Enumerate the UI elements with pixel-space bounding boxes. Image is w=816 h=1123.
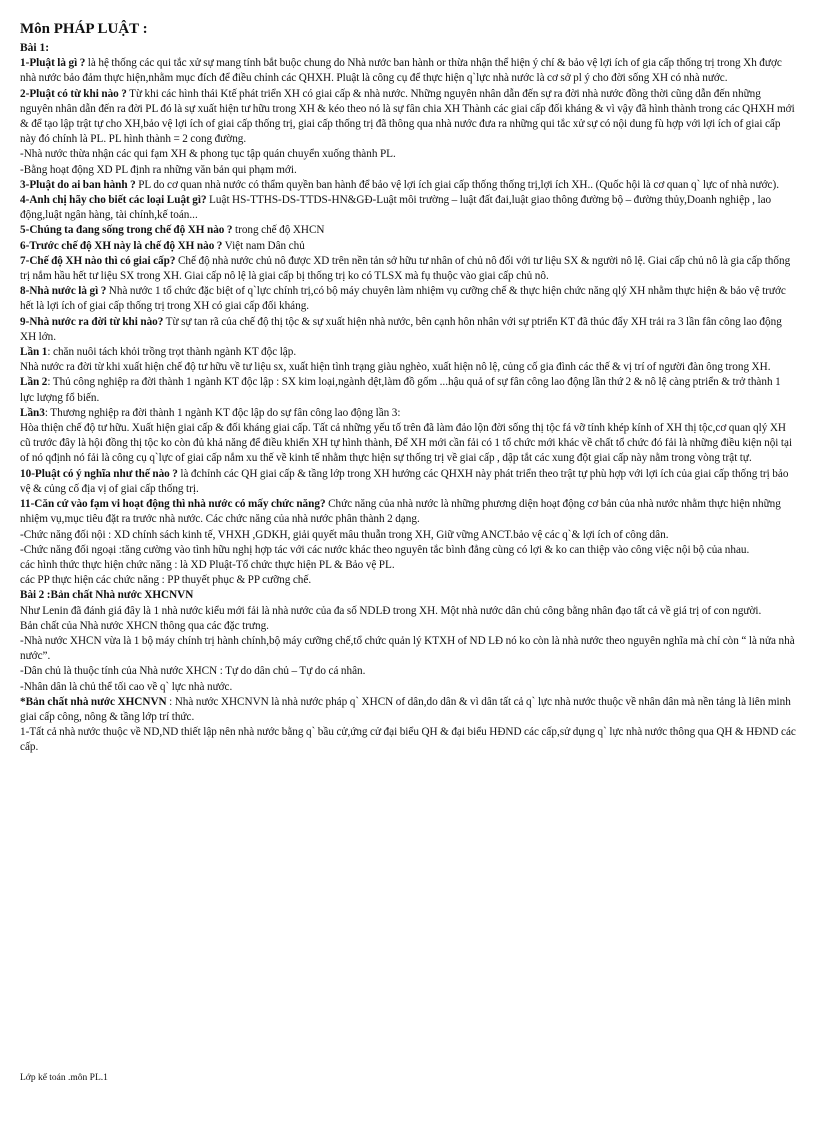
paragraph-lead: 9-Nhà nước ra đời từ khi nào? xyxy=(20,315,164,328)
document-body xyxy=(20,56,796,755)
paragraph-lead: 1-Pluật là gì ? xyxy=(20,57,86,70)
paragraph-text: Bản chất của Nhà nước XHCN thông qua các đặc trưng. xyxy=(20,619,269,632)
paragraph-lead: 7-Chế độ XH nào thì có giai cấp? xyxy=(20,254,176,267)
paragraph-text: PL do cơ quan nhà nước có thẩm quyền ban hành để bảo vệ lợi ích giai cấp thống thống trị,lợi ích XH.. (Quốc hội là cơ quan q` lực of nhà nước). xyxy=(135,178,779,191)
paragraph xyxy=(20,239,796,254)
paragraph-text: : Thủ công nghiệp ra đời thành 1 ngành KT độc lập : SX kim loại,ngành dệt,làm đồ gốm ...hậu quả of sự fân công lao động lần thứ 2 & nô lệ càng ptriển & trở thành 1 lực lượng fổ biến. xyxy=(20,376,781,404)
paragraph xyxy=(20,360,796,375)
paragraph xyxy=(20,558,796,573)
paragraph-lead: 2-Pluật có từ khi nào ? xyxy=(20,87,127,100)
paragraph xyxy=(20,634,796,664)
paragraph-lead: 3-Pluật do ai ban hành ? xyxy=(20,178,136,191)
lesson-1-heading: Bài 1: xyxy=(20,42,50,54)
paragraph xyxy=(20,254,796,284)
paragraph xyxy=(20,56,796,86)
paragraph xyxy=(20,315,796,345)
paragraph-text: 1-Tất cả nhà nước thuộc về ND,ND thiết lập nên nhà nước bằng q` bầu cử,ứng cử đại biểu QH & đại biểu HĐND các cấp,sử dụng q` lực nhà nước thông qua QH & HĐND các cấp. xyxy=(20,726,796,754)
paragraph-text: trong chế độ XHCN xyxy=(232,224,325,237)
paragraph-text: Từ khi các hình thái Ktế phát triển XH có giai cấp & nhà nước. Những nguyên nhân dẫn đến sự ra đời nhà nước đồng thời cũng dẫn đến những nguyên nhân dẫn đến ra đời PL đó là sự xuất hiện tư hữu trong XH & kéo theo nó là sự fân chia XH Thành các giai cấp đối kháng & vì vậy đã hình thành trong các QHXH mới & để tạo lập trật tự cho XH,bảo vệ lợi ích of giai cấp thống trị, giai cấp thống trị đã thông qua nhà nước đưa ra những qui tắc xử sự có nội dung fù hợp với lợi ích of giai cấp này đó chính là PL. PL hình thành = 2 cong đường. xyxy=(20,87,795,146)
paragraph xyxy=(20,725,796,755)
paragraph-lead: 5-Chúng ta đang sống trong chế độ XH nào ? xyxy=(20,224,233,237)
paragraph xyxy=(20,345,796,360)
paragraph xyxy=(20,680,796,695)
paragraph xyxy=(20,528,796,543)
paragraph-text: Việt nam Dân chủ xyxy=(222,239,305,252)
paragraph-text: : Nhà nước XHCNVN là nhà nước pháp q` XHCN of dân,do dân & vì dân tất cả q` lực nhà nước thuộc về nhân dân mà nền tảng là liên minh giai cấp công, nông & tầng lớp trí thức. xyxy=(20,695,791,723)
paragraph-text: Hòa thiện chế độ tư hữu. Xuất hiện giai cấp & đối kháng giai cấp. Tất cả những yếu tố trên đã làm đảo lộn đời sống thị tộc fá vỡ tính khép kính of XH thị tộc,cơ quan qlý XH cũ trước đây là hội đồng thị tộc ko còn đủ khả năng để điều khiển XH tự hình thành, Để XH mới cần fải có 1 tổ chức mới khác về chất tổ chức đó fải là những điều kiện nội tại of nó qđịnh nó fải là công cụ q`lực of giai cấp nắm xu thế về kinh tế nhằm thực hiện sự thống trị về giai cấp , dập tắt các xung đột giai cấp này nằm trong vòng trật tự. xyxy=(20,422,793,465)
paragraph-text: các PP thực hiện các chức năng : PP thuyết phục & PP cưỡng chế. xyxy=(20,574,312,587)
paragraph-lead: 4-Anh chị hãy cho biết các loại Luật gì? xyxy=(20,194,207,207)
paragraph xyxy=(20,375,796,405)
paragraph xyxy=(20,467,796,497)
paragraph-text: -Bằng hoạt động XD PL định ra những văn bản qui phạm mới. xyxy=(20,163,297,176)
paragraph-lead: 8-Nhà nước là gì ? xyxy=(20,285,107,298)
paragraph-text: : chăn nuôi tách khỏi trồng trọt thành ngành KT độc lập. xyxy=(47,346,297,359)
paragraph-lead: Bài 2 :Bản chất Nhà nước XHCNVN xyxy=(20,589,194,602)
paragraph xyxy=(20,573,796,588)
paragraph xyxy=(20,223,796,238)
paragraph-text: Chế độ nhà nước chủ nô được XD trên nền tản sở hữu tư nhân of chủ nô đối với tư liệu SX & người nô lệ. Giai cấp chủ nô là gia cấp thống trị nắm hầu hết tư liệu SX trong XH. Giai cấp nô lệ là giai cấp bị thống trị ko có TLSX mà fụ thuộc vào giai cấp chủ nô. xyxy=(20,254,791,283)
paragraph xyxy=(20,497,796,527)
paragraph-text: -Dân chủ là thuộc tính của Nhà nước XHCN : Tự do dân chủ – Tự do cá nhân. xyxy=(20,665,366,678)
paragraph xyxy=(20,178,796,193)
paragraph-text: các hình thức thực hiện chức năng : là XD Pluật-Tổ chức thực hiện PL & Bảo vệ PL. xyxy=(20,558,395,571)
paragraph xyxy=(20,588,796,603)
paragraph-text: Chức năng của nhà nước là những phương diện hoạt động cơ bản của nhà nước nhằm thực hiện những nhiệm vụ,mục tiêu đặt ra trước nhà nước. Các chức năng của nhà nước phân thành 2 dạng. xyxy=(20,498,781,526)
paragraph-text: Từ sự tan rã của chế độ thị tộc & sự xuất hiện nhà nước, bên cạnh hôn nhân với sự ptriển KT đã thúc đẩy XH trải ra 3 lần fân công lao động XH lớn. xyxy=(20,315,782,343)
paragraph-lead: Lần 2 xyxy=(20,376,48,389)
paragraph xyxy=(20,163,796,178)
paragraph-text: : Thương nghiệp ra đời thành 1 ngành KT độc lập do sự fân công lao động lần 3: xyxy=(44,406,401,419)
paragraph-text: -Nhà nước thừa nhận các qui fạm XH & phong tục tập quán chuyển xuống thành PL. xyxy=(20,148,396,161)
paragraph xyxy=(20,147,796,162)
paragraph xyxy=(20,695,796,725)
paragraph-lead: 6-Trước chế độ XH này là chế độ XH nào ? xyxy=(20,239,223,252)
paragraph-text: Luật HS-TTHS-DS-TTDS-HN&GĐ-Luật môi trường – luật đất đai,luật giao thông đường bộ – đường thủy,Doanh nghiệp , lao động,luật ngân hàng, tài chính,kế toán... xyxy=(20,194,772,222)
paragraph xyxy=(20,543,796,558)
paragraph-text: là hệ thống các qui tắc xử sự mang tính bắt buộc chung do Nhà nước ban hành or thừa nhận thể hiện ý chí & bảo vệ lợi ích of gia cấp thống trị trong Xh được nhà nước bảo đảm thực hiện,nhằm mục đích để điều chỉnh các QHXH. Pluật là công cụ để thực hiện q`lực nhà nước là cơ sở pl ý cho đời sống XH có nhà nước. xyxy=(20,57,782,85)
paragraph-lead: Lần3 xyxy=(20,406,45,419)
paragraph-text: là đchỉnh các QH giai cấp & tầng lớp trong XH hướng các QHXH này phát triển theo trật tự phù hợp với lợi ích của giai cấp thống trị bảo vệ & củng cố địa vị of giai cấp thống trị. xyxy=(20,467,789,495)
paragraph xyxy=(20,604,796,619)
paragraph-text: -Nhà nước XHCN vừa là 1 bộ máy chính trị hành chính,bộ máy cưỡng chế,tổ chức quản lý KTXH of ND LĐ nó ko còn là nhà nước theo nguyên nghĩa mà chỉ còn “ là nửa nhà nước”. xyxy=(20,634,795,663)
paragraph xyxy=(20,664,796,679)
paragraph xyxy=(20,193,796,223)
paragraph-lead: *Bản chất nhà nước XHCNVN xyxy=(20,695,167,708)
paragraph xyxy=(20,421,796,467)
paragraph-lead: Lần 1 xyxy=(20,346,48,359)
paragraph xyxy=(20,619,796,634)
paragraph xyxy=(20,406,796,421)
paragraph-text: Nhà nước 1 tổ chức đặc biệt of q`lực chính trị,có bộ máy chuyên làm nhiệm vụ cưỡng chế & thực hiện chức năng qlý XH nhằm thực hiện & bảo vệ trước hết là lợi ích of giai cấp thống trị trong XH có giai cấp đối kháng. xyxy=(20,285,786,313)
document-page xyxy=(20,20,796,756)
paragraph-text: -Chức năng đối nội : XD chính sách kinh tế, VHXH ,GDKH, giải quyết mâu thuẫn trong XH, Giữ vững ANCT.bảo vệ các q`& lợi ích of công dân. xyxy=(20,528,669,541)
paragraph-lead: 10-Pluật có ý nghĩa như thế nào ? xyxy=(20,467,178,480)
paragraph xyxy=(20,284,796,314)
page-footer: Lớp kế toán .môn PL.1 xyxy=(20,1073,108,1083)
paragraph xyxy=(20,87,796,148)
paragraph-text: Như Lenin đã đánh giá đây là 1 nhà nước kiểu mới fải là nhà nước của đa số NDLĐ trong XH. Một nhà nước dân chủ công bằng nhân đạo tất cả về giá trị of con người. xyxy=(20,604,762,617)
paragraph-text: -Chức năng đối ngoại :tăng cường vào tình hữu nghị hợp tác với các nước khác theo nguyên tắc bình đẳng cùng có lợi & ko can thiệp vào công việc nội bộ của nhau. xyxy=(20,543,750,556)
paragraph-text: -Nhân dân là chủ thể tối cao về q` lực nhà nước. xyxy=(20,680,233,693)
paragraph-text: Nhà nước ra đời từ khi xuất hiện chế độ tư hữu về tư liệu sx, xuất hiện tình trạng giàu nghèo, xuất hiện nô lệ, củng cố gia đình các thế & vị trí of người đàn ông trong XH. xyxy=(20,361,771,374)
paragraph-lead: 11-Căn cứ vào fạm vi hoạt động thì nhà nước có mấy chức năng? xyxy=(20,498,326,511)
document-title: Môn PHÁP LUẬT : xyxy=(20,21,148,37)
